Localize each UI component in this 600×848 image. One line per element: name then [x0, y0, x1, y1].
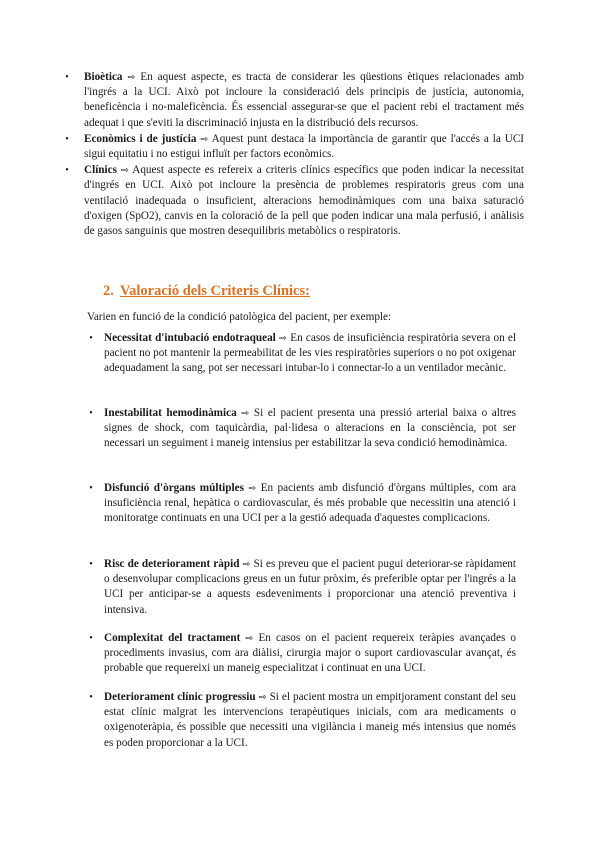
bullet-icon: • [89, 692, 93, 703]
item-term: Econòmics i de justícia [84, 132, 197, 145]
list-item [62, 132, 524, 162]
list-item [86, 481, 516, 527]
clinical-criterion [86, 631, 516, 677]
arrow-right-icon: ⇨ [245, 633, 254, 644]
bullet-icon: • [65, 72, 69, 83]
item-term: Inestabilitat hemodinàmica [104, 407, 237, 419]
clinical-criterion [86, 557, 516, 618]
list-item [62, 70, 524, 131]
bullet-icon: • [65, 133, 69, 145]
arrow-right-icon: ⇨ [127, 72, 136, 83]
arrow-right-icon: ⇨ [248, 483, 257, 494]
arrow-right-icon: ⇨ [200, 133, 209, 145]
item-term: Clínics [84, 164, 117, 177]
list-item [62, 163, 524, 239]
list-item [86, 557, 516, 618]
item-term: Risc de deteriorament ràpid [104, 558, 240, 570]
item-text: En casos on el pacient requereix teràpies avançades o procediments invasius, com ara diàlisi, cirurgia major o suport cardiovascular avançat, és probable que requereixi un maneig especialitzat i continuat en una UCI. [104, 632, 516, 675]
item-text: En casos de insuficiència respiratòria severa on el pacient no pot mantenir la permeabilitat de les vies respiratòries superiors o no pot oxigenar adequadament la sang, pot ser necessari intubar-lo i connectar-lo a un ventilador mecànic. [104, 332, 516, 375]
item-term: Deteriorament clínic progressiu [104, 691, 256, 703]
clinical-criterion [86, 406, 516, 452]
item-text: Aquest punt destaca la importància de garantir que l'accés a la UCI sigui equitatiu i no estigui influït per factors econòmics. [84, 132, 525, 161]
clinical-criterion [86, 690, 516, 751]
item-term: Necessitat d'intubació endotraqueal [104, 332, 276, 344]
list-item [86, 331, 516, 377]
item-text: Aquest aspecte es refereix a criteris clínics específics que poden indicar la necessitat d'ingrés en UCI. Això pot incloure la presència de problemes respiratoris greus com una ventilació inadequada o insuficient, alteracions hemodinàmiques com una baixa saturació d'oxigen (SpO2), canvis en la coloració de la pell que poden indicar una mala perfusió, i anàlisis de gasos sanguinis que mostren desequilibris metabòlics o respiratoris. [84, 164, 524, 238]
item-text: En aquest aspecte, es tracta de considerar les qüestions ètiques relacionades amb l'ingrés a la UCI. Això pot incloure la consideració dels principis de justícia, autonomia, beneficència i no-maleficència. És essencial assegurar-se que el pacient rebi el tractament més adequat i que s'eviti la discriminació injusta en la distribució dels recursos. [84, 71, 525, 129]
item-text: Si es preveu que el pacient pugui deteriorar-se ràpidament o desenvolupar complicacions greus en un futur pròxim, és preferible optar per l'ingrés a la UCI per anticipar-se a aquests esdeveniments i proporcionar una atenció preventiva i intensiva. [104, 558, 517, 616]
bullet-icon: • [89, 483, 93, 494]
bullet-icon: • [89, 333, 93, 344]
list-item [86, 690, 516, 751]
item-text: Si el pacient mostra un empitjorament constant del seu estat clínic malgrat les intervencions terapèutiques inicials, com ara medicaments o oxigenoteràpia, és possible que necessiti una vigilància i maneig més intensius que només es poden proporcionar a la UCI. [104, 691, 516, 749]
item-text: En pacients amb disfunció d'òrgans múltiples, com ara insuficiència renal, hepàtica o cardiovascular, és més probable que necessitin una atenció i monitoratge continuats en una UCI per a la gestió adequada d'aquestes complicacions. [104, 482, 516, 525]
arrow-right-icon: ⇨ [241, 408, 250, 419]
arrow-right-icon: ⇨ [258, 692, 267, 703]
bullet-icon: • [89, 408, 93, 419]
arrow-right-icon: ⇨ [242, 559, 251, 570]
bullet-icon: • [89, 633, 93, 644]
item-term: Complexitat del tractament [104, 632, 241, 644]
section-number: 2. [103, 283, 114, 299]
arrow-right-icon: ⇨ [279, 333, 287, 344]
item-term: Bioètica [84, 71, 123, 83]
clinical-criterion [86, 331, 516, 377]
section-intro: Varien en funció de la condició patològica del pacient, per exemple: [87, 311, 392, 323]
list-item [86, 631, 516, 677]
list-item [86, 406, 516, 452]
item-text: Si el pacient presenta una pressió arterial baixa o altres signes de shock, com taquicàrdia, pal·lidesa o alteracions en la consciència, pot ser necessari un seguiment i maneig intensius per estabilitzar la seva condició hemodinàmica. [104, 407, 517, 450]
ethical-criteria-list [62, 70, 524, 240]
item-term: Disfunció d'òrgans múltiples [104, 482, 244, 494]
section-title: Valoració dels Criteris Clínics: [120, 283, 310, 299]
bullet-icon: • [89, 559, 93, 570]
clinical-criterion [86, 481, 516, 527]
section-heading [103, 283, 310, 300]
bullet-icon: • [65, 165, 69, 177]
arrow-right-icon: ⇨ [120, 165, 129, 177]
